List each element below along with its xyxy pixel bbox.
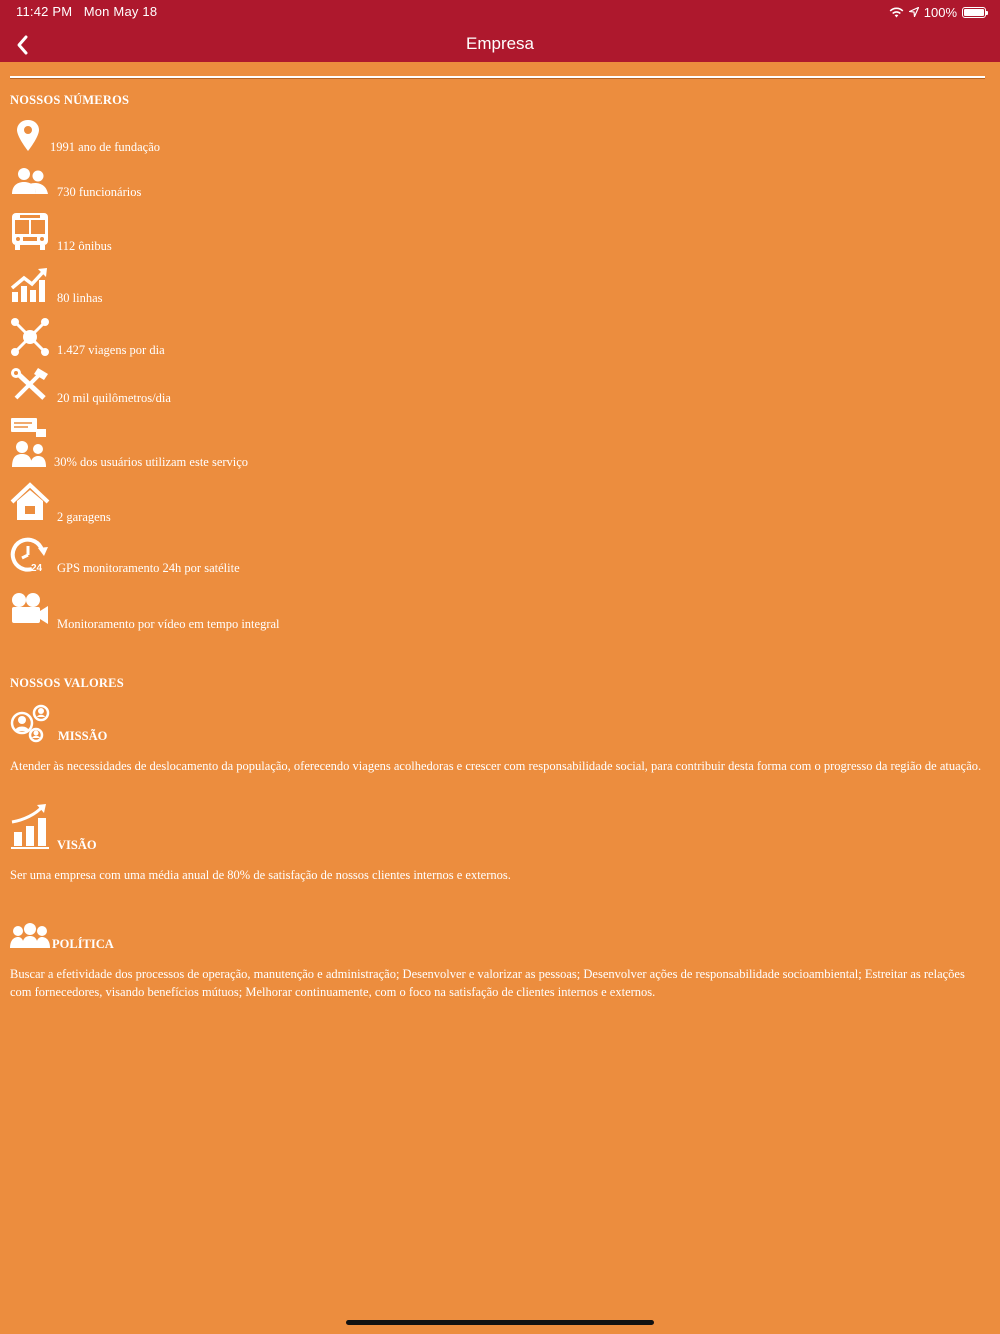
- page-title: Empresa: [465, 34, 535, 53]
- status-time: [16, 4, 157, 19]
- growth-chart-icon: [10, 266, 50, 306]
- wifi-icon: [889, 7, 904, 18]
- home-indicator[interactable]: [346, 1320, 654, 1325]
- bar-growth-icon: [10, 804, 50, 850]
- politica-text: Buscar a efetividade dos processos de operação, manutenção e administração; Desenvolver e valorizar as pessoas; Desenvolver ações de responsabilidade socioambiental; Estreitar as relações com fornecedores, visando benefícios mútuos; Melhorar continuamente, com o foco na satisfação de clientes internos e externos.: [10, 967, 965, 999]
- stat-funcionarios: 730 funcionários: [57, 185, 142, 199]
- stat-gps: GPS monitoramento 24h por satélite: [57, 561, 240, 575]
- stat-linhas: 80 linhas: [57, 291, 103, 305]
- stat-fundacao: 1991 ano de fundação: [50, 140, 161, 154]
- stat-quilometros: 20 mil quilômetros/dia: [57, 391, 171, 405]
- visao-text: Ser uma empresa com uma média anual de 80% de satisfação de nossos clientes internos e externos.: [10, 868, 511, 882]
- status-date: Mon May 18: [83, 4, 158, 19]
- section-heading-valores: NOSSOS VALORES: [10, 676, 124, 690]
- people-icon: [10, 166, 50, 206]
- network-icon: [10, 317, 50, 357]
- video-camera-icon: [10, 591, 50, 631]
- team-icon: [10, 922, 50, 950]
- people-network-icon: [10, 703, 50, 743]
- battery-icon: [962, 7, 986, 18]
- missao-text: Atender às necessidades de deslocamento da população, oferecendo viagens acolhedoras e crescer com responsabilidade social, para contribuir desta forma com o progresso da região de atuação.: [10, 759, 982, 773]
- stat-video: Monitoramento por vídeo em tempo integral: [57, 617, 280, 631]
- section-divider: [10, 76, 985, 78]
- stat-viagens: 1.427 viagens por dia: [57, 343, 165, 357]
- section-heading-numeros: NOSSOS NÚMEROS: [10, 93, 130, 107]
- tools-icon: [10, 368, 50, 408]
- stat-garagens: 2 garagens: [57, 510, 111, 524]
- stat-usuarios: 30% dos usuários utilizam este serviço: [54, 455, 249, 469]
- svg-text:24: 24: [31, 563, 43, 574]
- politica-title: POLÍTICA: [52, 937, 114, 951]
- status-indicators: [889, 3, 986, 21]
- house-icon: [10, 482, 50, 522]
- status-clock: 11:42 PM: [16, 4, 73, 19]
- location-pin-icon: [10, 119, 50, 159]
- location-arrow-icon: [909, 7, 919, 17]
- stat-onibus: 112 ônibus: [57, 239, 112, 253]
- missao-title: MISSÃO: [58, 729, 108, 743]
- clock-24h-icon: [10, 536, 50, 576]
- users-chat-icon: [10, 417, 50, 469]
- bus-icon: [10, 212, 50, 252]
- navigation-bar: [0, 0, 1000, 62]
- battery-percent: 100%: [923, 4, 957, 20]
- visao-title: VISÃO: [57, 838, 97, 852]
